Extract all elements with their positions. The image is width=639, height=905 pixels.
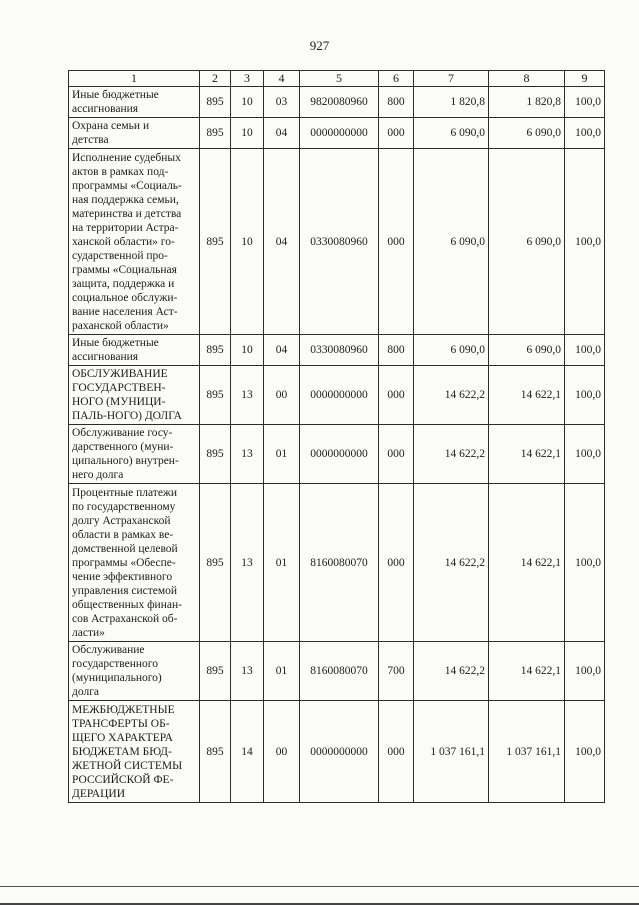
row-name	[69, 335, 200, 366]
target-article-cell: 0000000000	[300, 701, 379, 803]
row-name-line: государственного	[72, 658, 158, 670]
actual-amount-cell: 14 622,1	[489, 642, 565, 701]
row-name-line: материнства и детства	[72, 207, 182, 220]
row-name-line: по государственному	[72, 500, 176, 513]
target-article-cell: 0330080960	[300, 335, 379, 366]
admin-code-cell: 895	[200, 118, 231, 149]
section-cell: 10	[231, 118, 264, 149]
row-name-line: (муниципального)	[72, 672, 162, 684]
row-name-line: долга	[72, 686, 100, 698]
admin-code-cell: 895	[200, 425, 231, 484]
row-name-line: ДЕРАЦИИ	[72, 787, 126, 800]
target-article-cell: 0000000000	[300, 366, 379, 425]
table-row	[69, 425, 605, 484]
row-name	[69, 484, 200, 642]
row-name-line: чение эффективного	[72, 570, 173, 583]
target-article-cell: 8160080070	[300, 484, 379, 642]
admin-code-cell: 895	[200, 484, 231, 642]
row-name	[69, 118, 200, 149]
planned-amount-cell: 1 820,8	[414, 87, 489, 118]
section-cell: 13	[231, 484, 264, 642]
expense-type-cell: 000	[379, 118, 414, 149]
planned-amount-cell: 14 622,2	[414, 366, 489, 425]
expense-type-cell: 800	[379, 87, 414, 118]
subsection-cell: 01	[264, 425, 300, 484]
target-article-cell: 0000000000	[300, 118, 379, 149]
expense-type-cell: 000	[379, 366, 414, 425]
row-name-line: управления системой	[72, 584, 178, 597]
row-name-line: Обслуживание	[72, 644, 145, 656]
row-name	[69, 701, 200, 803]
row-name-line: Процентные платежи	[72, 486, 178, 499]
expense-type-cell: 000	[379, 701, 414, 803]
row-name-line: ная поддержка семьи,	[72, 193, 179, 206]
actual-amount-cell: 14 622,1	[489, 425, 565, 484]
row-name-line: на территории Астра-	[72, 221, 179, 234]
planned-amount-cell: 14 622,2	[414, 484, 489, 642]
column-header: 5	[300, 71, 379, 87]
row-name-line: Исполнение судебных	[72, 151, 181, 164]
section-cell: 13	[231, 425, 264, 484]
footer-rule	[0, 886, 639, 887]
table-row	[69, 484, 605, 642]
section-cell: 13	[231, 642, 264, 701]
table-row	[69, 366, 605, 425]
row-name-line: него долга	[72, 469, 124, 481]
row-name	[69, 425, 200, 484]
actual-amount-cell: 14 622,1	[489, 484, 565, 642]
row-name-line: сударственной про-	[72, 249, 168, 262]
subsection-cell: 00	[264, 701, 300, 803]
target-article-cell: 0000000000	[300, 425, 379, 484]
expense-type-cell: 700	[379, 642, 414, 701]
percent-cell: 100,0	[565, 335, 605, 366]
planned-amount-cell: 6 090,0	[414, 149, 489, 335]
row-name-line: ЩЕГО ХАРАКТЕРА	[72, 731, 173, 744]
row-name-line: ОБСЛУЖИВАНИЕ	[72, 368, 168, 380]
column-header: 9	[565, 71, 605, 87]
row-name-line: ассигнования	[72, 351, 139, 363]
row-name-line: сов Астраханской об-	[72, 612, 178, 625]
row-name-line: НОГО (МУНИЦИ-	[72, 396, 166, 408]
row-name-line: МЕЖБЮДЖЕТНЫЕ	[72, 703, 175, 716]
actual-amount-cell: 1 037 161,1	[489, 701, 565, 803]
row-name-line: РОССИЙСКОЙ ФЕ-	[72, 773, 174, 786]
percent-cell: 100,0	[565, 484, 605, 642]
column-header: 4	[264, 71, 300, 87]
percent-cell: 100,0	[565, 701, 605, 803]
row-name-line: ласти»	[72, 626, 105, 639]
row-name-line: актов в рамках под-	[72, 165, 169, 178]
percent-cell: 100,0	[565, 642, 605, 701]
admin-code-cell: 895	[200, 642, 231, 701]
row-name-line: долгу Астраханской	[72, 514, 171, 527]
planned-amount-cell: 14 622,2	[414, 642, 489, 701]
percent-cell: 100,0	[565, 149, 605, 335]
admin-code-cell: 895	[200, 366, 231, 425]
row-name-line: защита, поддержка и	[72, 277, 175, 290]
subsection-cell: 04	[264, 118, 300, 149]
subsection-cell: 01	[264, 642, 300, 701]
row-name-line: домственной целевой	[72, 542, 178, 555]
actual-amount-cell: 14 622,1	[489, 366, 565, 425]
subsection-cell: 04	[264, 149, 300, 335]
percent-cell: 100,0	[565, 87, 605, 118]
column-header: 8	[489, 71, 565, 87]
row-name-line: программы «Обеспе-	[72, 556, 176, 569]
section-cell: 10	[231, 149, 264, 335]
percent-cell: 100,0	[565, 366, 605, 425]
header-row	[69, 71, 605, 87]
row-name-line: ТРАНСФЕРТЫ ОБ-	[72, 717, 170, 730]
table-row	[69, 149, 605, 335]
row-name-line: Обслуживание госу-	[72, 427, 173, 439]
row-name-line: вание населения Аст-	[72, 305, 178, 318]
column-header: 2	[200, 71, 231, 87]
row-name-line: общественных финан-	[72, 598, 182, 611]
target-article-cell: 0330080960	[300, 149, 379, 335]
row-name-line: области в рамках ве-	[72, 528, 174, 541]
planned-amount-cell: 1 037 161,1	[414, 701, 489, 803]
section-cell: 14	[231, 701, 264, 803]
planned-amount-cell: 6 090,0	[414, 335, 489, 366]
table-body	[69, 87, 605, 803]
row-name-line: Иные бюджетные	[72, 337, 159, 349]
subsection-cell: 03	[264, 87, 300, 118]
row-name-line: ПАЛЬ-НОГО) ДОЛГА	[72, 410, 182, 422]
admin-code-cell: 895	[200, 335, 231, 366]
table-row	[69, 118, 605, 149]
page-number: 927	[309, 38, 330, 53]
row-name	[69, 149, 200, 335]
admin-code-cell: 895	[200, 149, 231, 335]
row-name-line: детства	[72, 134, 109, 146]
expense-type-cell: 000	[379, 149, 414, 335]
table-row	[69, 642, 605, 701]
planned-amount-cell: 6 090,0	[414, 118, 489, 149]
admin-code-cell: 895	[200, 701, 231, 803]
expense-type-cell: 000	[379, 425, 414, 484]
planned-amount-cell: 14 622,2	[414, 425, 489, 484]
percent-cell: 100,0	[565, 425, 605, 484]
section-cell: 10	[231, 335, 264, 366]
section-cell: 13	[231, 366, 264, 425]
row-name-line: Охрана семьи и	[72, 120, 150, 132]
percent-cell: 100,0	[565, 118, 605, 149]
row-name-line: ханской области» го-	[72, 235, 175, 248]
subsection-cell: 04	[264, 335, 300, 366]
table-row	[69, 335, 605, 366]
row-name-line: граммы «Социальная	[72, 263, 177, 276]
subsection-cell: 00	[264, 366, 300, 425]
row-name	[69, 642, 200, 701]
target-article-cell: 8160080070	[300, 642, 379, 701]
row-name-line: БЮДЖЕТАМ БЮД-	[72, 745, 172, 758]
expense-type-cell: 000	[379, 484, 414, 642]
column-header: 7	[414, 71, 489, 87]
row-name-line: раханской области»	[72, 319, 169, 332]
column-header: 6	[379, 71, 414, 87]
column-header: 3	[231, 71, 264, 87]
target-article-cell: 9820080960	[300, 87, 379, 118]
table-row	[69, 701, 605, 803]
actual-amount-cell: 6 090,0	[489, 335, 565, 366]
row-name	[69, 87, 200, 118]
row-name-line: ассигнования	[72, 103, 139, 115]
table-row	[69, 87, 605, 118]
budget-table	[68, 70, 605, 803]
actual-amount-cell: 6 090,0	[489, 118, 565, 149]
column-header: 1	[69, 71, 200, 87]
row-name-line: социальное обслужи-	[72, 291, 178, 304]
row-name-line: ГОСУДАРСТВЕН-	[72, 382, 166, 394]
actual-amount-cell: 1 820,8	[489, 87, 565, 118]
actual-amount-cell: 6 090,0	[489, 149, 565, 335]
row-name-line: ципального) внутрен-	[72, 455, 179, 467]
section-cell: 10	[231, 87, 264, 118]
subsection-cell: 01	[264, 484, 300, 642]
row-name-line: ЖЕТНОЙ СИСТЕМЫ	[72, 759, 183, 772]
row-name-line: Иные бюджетные	[72, 89, 159, 101]
row-name-line: программы «Социаль-	[72, 179, 182, 192]
admin-code-cell: 895	[200, 87, 231, 118]
row-name	[69, 366, 200, 425]
expense-type-cell: 800	[379, 335, 414, 366]
row-name-line: дарственного (муни-	[72, 441, 174, 453]
